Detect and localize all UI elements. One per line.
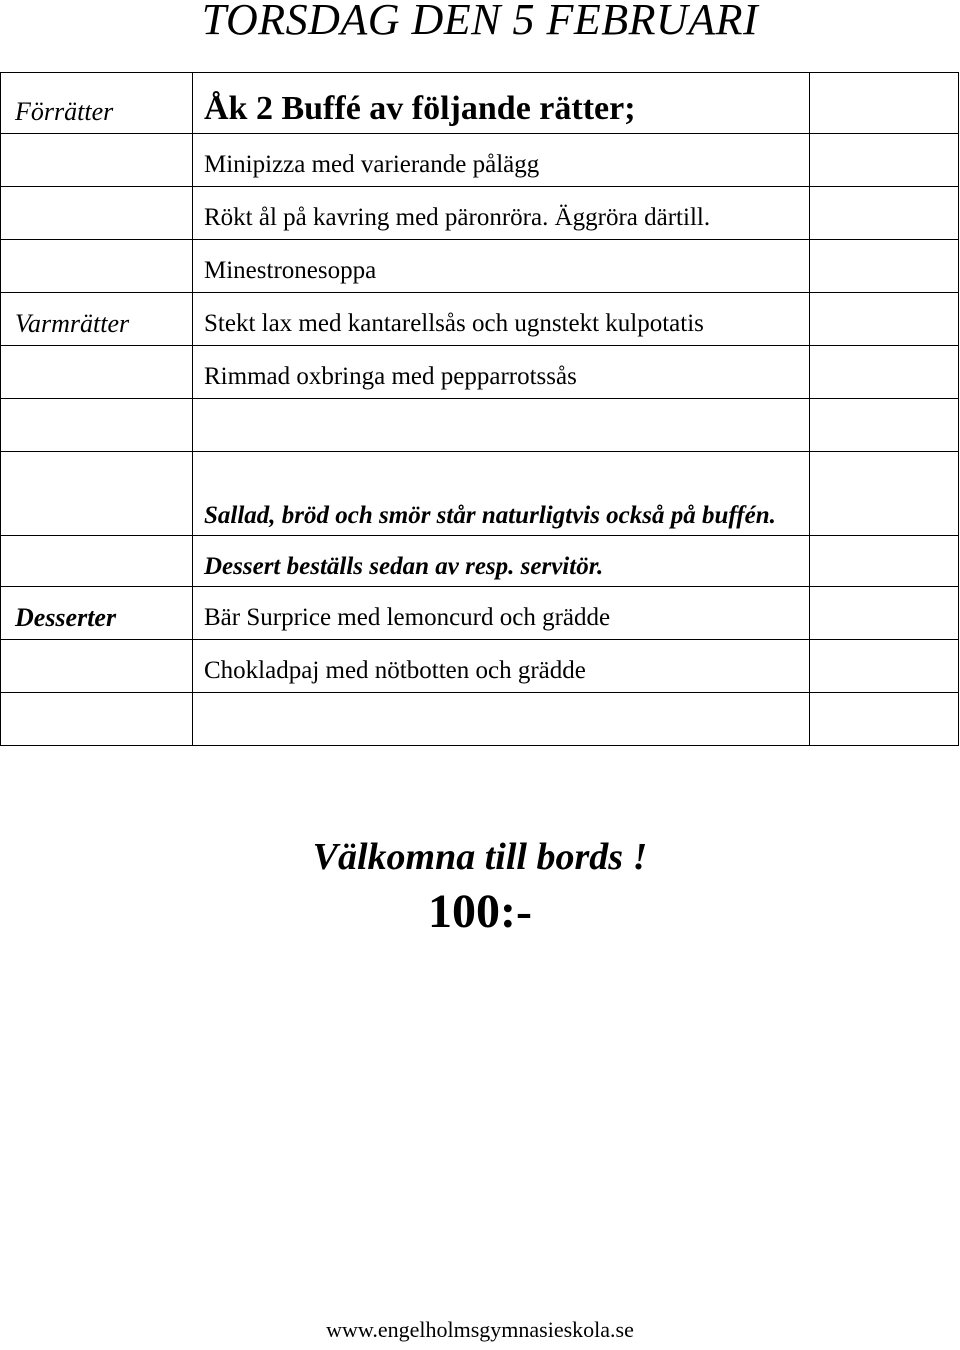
desserts-label: Desserter — [15, 603, 117, 632]
dessert-item: Chokladpaj med nötbotten och grädde — [204, 657, 586, 684]
welcome-text: Välkomna till bords ! — [312, 836, 648, 878]
table-row — [1, 73, 959, 134]
table-row — [1, 452, 959, 536]
table-row — [1, 640, 959, 693]
page-title: TORSDAG DEN 5 FEBRUARI — [201, 0, 759, 44]
table-row — [1, 587, 959, 640]
starter-item: Rökt ål på kavring med päronröra. Äggröra därtill. — [204, 204, 711, 231]
buffet-heading: Åk 2 Buffé av följande rätter; — [204, 90, 636, 127]
starter-item: Minestronesoppa — [204, 257, 377, 284]
dessert-item: Bär Surprice med lemoncurd och grädde — [204, 604, 611, 631]
starter-item: Minipizza med varierande pålägg — [204, 151, 540, 178]
main-item: Stekt lax med kantarellsås och ugnstekt kulpotatis — [204, 310, 704, 337]
dessert-note: Dessert beställs sedan av resp. servitör. — [204, 553, 604, 580]
menu-table — [0, 72, 959, 746]
table-row — [1, 293, 959, 346]
price-text: 100:- — [428, 885, 532, 938]
table-row — [1, 187, 959, 240]
main-item: Rimmad oxbringa med pepparrotssås — [204, 363, 577, 390]
table-row — [1, 134, 959, 187]
footer-url: www.engelholmsgymnasieskola.se — [326, 1317, 634, 1342]
salad-note: Sallad, bröd och smör står naturligtvis också på buffén. — [204, 502, 776, 529]
starters-label: Förrätter — [15, 97, 114, 126]
mains-label: Varmrätter — [15, 309, 130, 338]
table-row — [1, 346, 959, 399]
table-row — [1, 536, 959, 587]
table-row — [1, 240, 959, 293]
table-row — [1, 693, 959, 746]
table-row — [1, 399, 959, 452]
